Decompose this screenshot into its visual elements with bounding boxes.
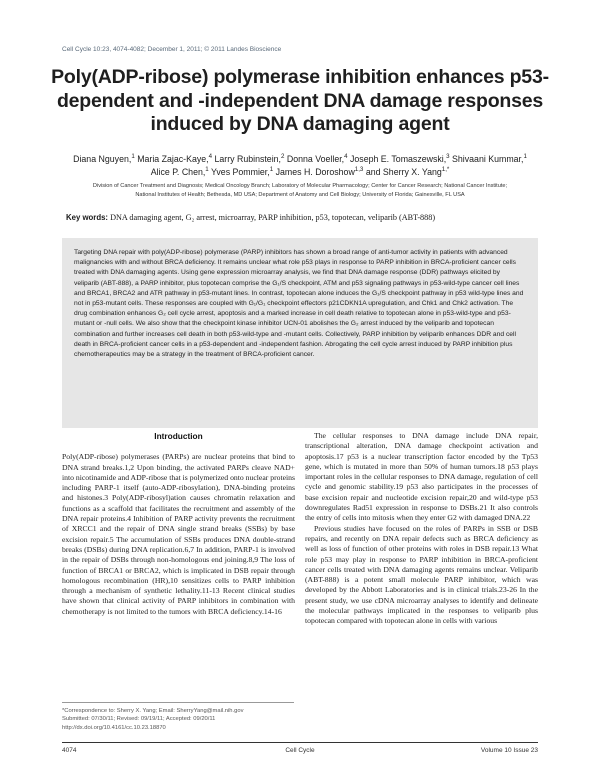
volume-issue: Volume 10 Issue 23 <box>480 747 538 754</box>
author-name: Yves Pommier,$^1$ <box>211 165 274 177</box>
correspondence-line: *Correspondence to: Sherry X. Yang; Email: SherryYang@mail.nih.gov <box>62 708 244 714</box>
doi-link[interactable]: http://dx.doi.org/10.4161/cc.10.23.18870 <box>62 724 166 731</box>
body-paragraph: Previous studies have focused on the roles of PARPs in SSB or DSB repairs, and recently on DNA repair defects such as BRCA deficiency as well as loss of function of other proteins with roles in DSB repair.13 What role p53 may play in response to PARP inhibition in BRCA-proficient cancer cells treated with DNA damaging agents remains unclear. Veliparib (ABT-888) is a potent small molecule PARP inhibitor, which was developed by the Abbott Laboratories and is in clinical trials.23-26 In the present study, we use cDNA microarray analyses to identify and delineate the molecular pathways implicated in the responses to veliparib plus topotecan compared with topotecan alone in cells with various <box>305 523 538 626</box>
author-name: James H. Doroshow$^{1,3}$ <box>275 165 364 177</box>
keywords <box>66 212 546 223</box>
body-paragraph: The cellular responses to DNA damage include DNA repair, transcriptional alteration, DNA damage checkpoint activation and apoptosis.17 p53 is a nuclear transcription factor encoded by the Tp53 gene, which is mutated in more than 50% of human tumors.18 p53 plays important roles in the cellular responses to DNA damage, regulation of cell cycle and genomic stability.19 p53 also participates in the processes of base excision repair and nucleotide excision repair,20 and wild-type p53 downregulates Rad51 expression in response to DSBs.21 It also controls the entry of cells into mitosis when they enter G2 with damaged DNA.22 <box>305 431 538 523</box>
page-footer <box>62 742 538 754</box>
right-column <box>305 428 538 627</box>
page-number: 4074 <box>62 747 77 754</box>
correspondence-footnote <box>62 702 294 732</box>
submission-dates: Submitted: 07/30/11; Revised: 09/19/11; Accepted: 09/20/11 <box>62 716 216 723</box>
author-name: Joseph E. Tomaszewski,$^3$ <box>350 153 450 164</box>
author-name: Shivaani Kummar,$^1$ <box>452 153 527 164</box>
body-paragraph: Poly(ADP-ribose) polymerases (PARPs) are nuclear proteins that bind to DNA strand breaks.1,2 Upon binding, the activated PARPs cleave NAD+ into nicotinamide and ADP-ribose that is polymerized onto nuclear proteins including PARP-1 itself (auto-ADP-ribosylation), DNA-binding proteins and histones.3 Poly(ADP-ribosyl)ation causes chromatin relaxation and functions as a scaffold that facilitates the recruitment and assembly of the DNA repair proteins.4 Inhibition of PARP activity prevents the recruitment of XRCC1 and the repair of DNA single strand breaks (SSBs) by base excision repair.5 The accumulation of SSBs produces DNA double-strand breaks (DSBs) during DNA replication.6,7 In addition, PARP-1 is involved in the repair of DSBs through non-homologous end joining.8,9 The loss of function of BRCA1 or BRCA2, which is implicated in DSB repair through homologous recombination (HR),10 sensitizes cells to PARP inhibition through a mechanism of synthetic lethality.11-13 Recent clinical studies have shown that clinical activity of PARP inhibitors in combination with chemotherapy is not limited to the tumors with BRCA deficiency.14-16 <box>62 452 295 616</box>
journal-name: Cell Cycle <box>285 747 315 754</box>
affiliation-line: Division of Cancer Treatment and Diagnosis; Medical Oncology Branch; Laboratory of Molecular Pharmacology; Center for Cancer Research; National Cancer Institute; <box>92 183 508 189</box>
author-name: Donna Voeller,$^4$ <box>286 153 348 164</box>
author-name: Larry Rubinstein,$^2$ <box>214 153 285 164</box>
author-name: and Sherry X. Yang$^{1,*}$ <box>365 165 450 177</box>
author-name: Diana Nguyen,$^1$ <box>73 153 135 164</box>
author-name: Alice P. Chen,$^1$ <box>150 165 209 177</box>
abstract-text: Targeting DNA repair with poly(ADP-ribose) polymerase (PARP) inhibitors has shown a broad range of anti-tumor activity in patients with advanced malignancies with and without BRCA deficiency. It remains unclear what role p53 plays in response to PARP inhibition in BRCA-proficient cancer cells treated with DNA damaging agents. Using gene expression microarray analysis, we find that DNA damage response (DDR) pathways elicited by veliparib (ABT-888), a PARP inhibitor, plus topotecan comprise the G₁/S checkpoint, ATM and p53 signaling pathways in p53-wild-type cancer cell lines and BRCA1, BRCA2 and ATR pathway in p53-mutant lines. In contrast, topotecan alone induces the G₁/S checkpoint pathway in p53 wild-type lines and not in p53-mutant cells. These responses are coupled with G₁/G₁ checkpoint effectors p21CDKN1A upregulation, and Chk1 and Chk2 activation. The drug combination enhances G₂ cell cycle arrest, apoptosis and a marked increase in cell death relative to topotecan alone in p53-wild-type and p53-mutant or -null cells. We also show that the checkpoint kinase inhibitor UCN-01 abolishes the G₂ arrest induced by the veliparib and topotecan combination and further increases cell death in both p53-wild-type and -mutant cells. Collectively, PARP inhibition by veliparib enhances DDR and cell death in BRCA-proficient cancer cells in a p53-dependent and -independent fashion. Abrogating the cell cycle arrest induced by PARP inhibition plus chemotherapeutics may be a strategy in the treatment of BRCA-proficient cancer. <box>74 249 524 359</box>
introduction-heading: Introduction <box>154 431 203 441</box>
left-column <box>62 431 295 617</box>
affiliation-line: National Institutes of Health; Bethesda, MD USA; Department of Anatomy and Cell Biology; University of Florida; Gainesville, FL USA <box>135 191 465 198</box>
abstract-box <box>62 238 538 428</box>
author-name: Maria Zajac-Kaye,$^4$ <box>137 153 213 164</box>
article-title: Poly(ADP-ribose) polymerase inhibition enhances p53-dependent and -independent DNA damage responses induced by DNA damaging agent <box>51 66 549 135</box>
journal-citation: Cell Cycle 10:23, 4074-4082; December 1, 2011; © 2011 Landes Bioscience <box>62 46 282 53</box>
affiliations <box>40 182 560 199</box>
author-list <box>50 153 550 178</box>
keywords-label: Key words: <box>66 213 109 222</box>
keywords-text: DNA damaging agent, G₂ arrest, microarray, PARP inhibition, p53, topotecan, veliparib (ABT-888) <box>110 213 436 222</box>
